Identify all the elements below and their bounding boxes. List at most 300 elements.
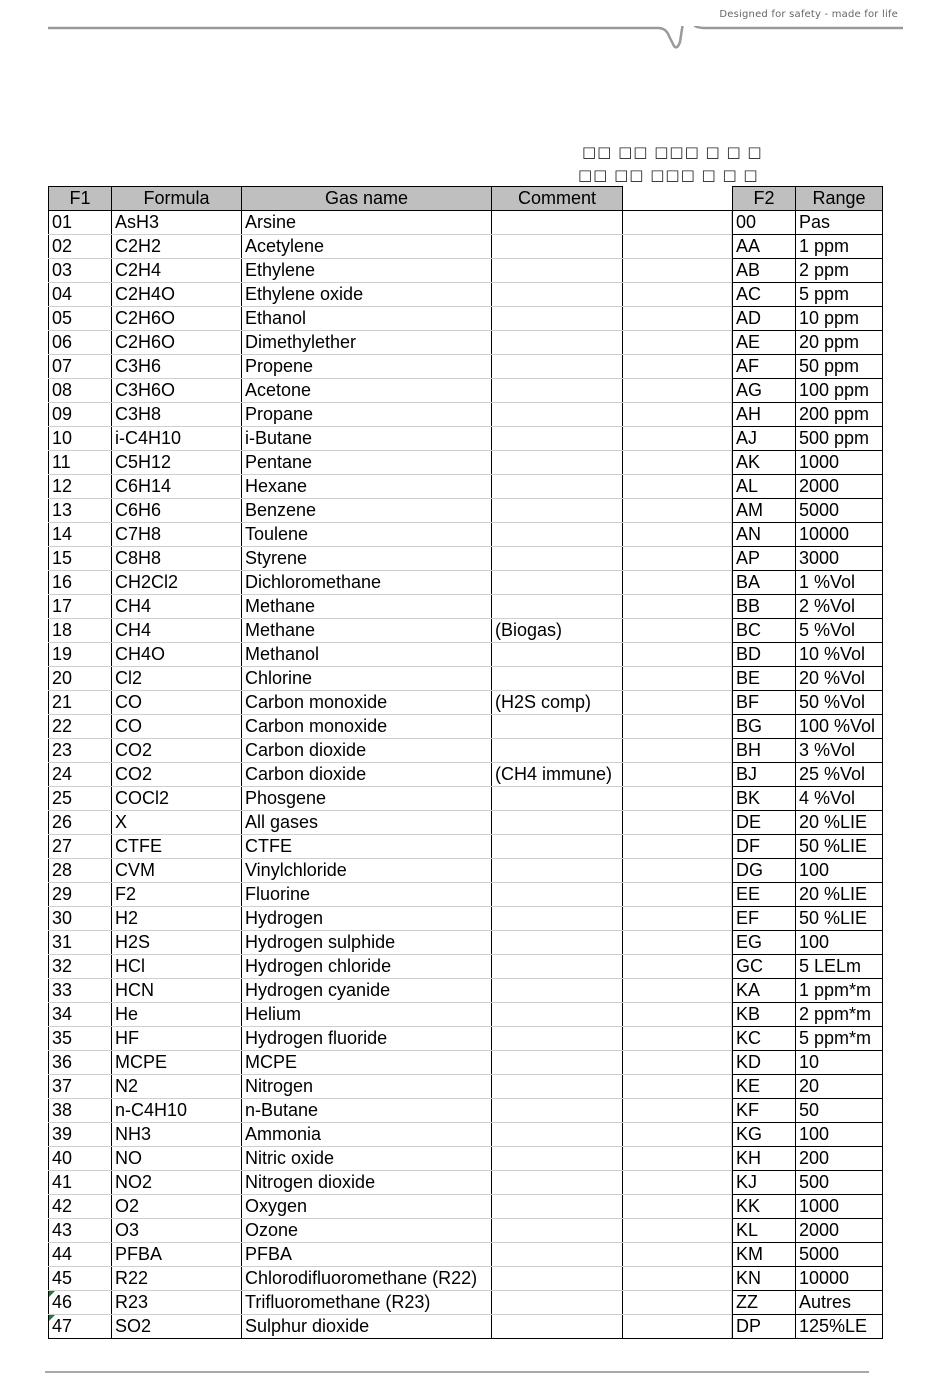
gas-table-header [49, 187, 732, 211]
f1-cell: 32 [49, 955, 112, 979]
formula-cell: X [112, 811, 242, 835]
gas-table-row [49, 1027, 732, 1051]
range-cell: 20 %LIE [796, 883, 883, 907]
gas-name-cell: Hexane [242, 475, 492, 499]
gas-table-row [49, 307, 732, 331]
f2-cell: KB [733, 1003, 796, 1027]
range-table-row [733, 523, 883, 547]
f2-cell: KH [733, 1147, 796, 1171]
range-cell: 5 ppm [796, 283, 883, 307]
range-table-row [733, 643, 883, 667]
comment-cell [492, 835, 623, 859]
formula-cell: CO [112, 715, 242, 739]
formula-cell: O2 [112, 1195, 242, 1219]
gas-name-cell: Chlorodifluoromethane (R22) [242, 1267, 492, 1291]
range-cell: 5000 [796, 499, 883, 523]
f1-cell: 39 [49, 1123, 112, 1147]
range-table-row [733, 1171, 883, 1195]
range-table-row [733, 1243, 883, 1267]
comment-cell [492, 379, 623, 403]
comment-cell [492, 739, 623, 763]
range-cell: 100 [796, 1123, 883, 1147]
blank-cell [623, 1243, 732, 1267]
gas-table-row [49, 547, 732, 571]
range-cell: 100 %Vol [796, 715, 883, 739]
gas-name-cell: Carbon monoxide [242, 691, 492, 715]
f2-cell: EG [733, 931, 796, 955]
range-cell: 2 ppm [796, 259, 883, 283]
f2-cell: AP [733, 547, 796, 571]
range-cell: 1 ppm*m [796, 979, 883, 1003]
formula-cell: CH4O [112, 643, 242, 667]
gas-name-cell: Hydrogen sulphide [242, 931, 492, 955]
formula-cell: C2H4 [112, 259, 242, 283]
gas-table-row [49, 1315, 732, 1339]
comment-cell [492, 1267, 623, 1291]
f1-cell: 35 [49, 1027, 112, 1051]
blank-cell [623, 1075, 732, 1099]
gas-name-cell: Benzene [242, 499, 492, 523]
gas-name-cell: Trifluoromethane (R23) [242, 1291, 492, 1315]
range-table-row [733, 619, 883, 643]
gas-name-cell: Ozone [242, 1219, 492, 1243]
comment-cell [492, 1243, 623, 1267]
f2-cell: KM [733, 1243, 796, 1267]
comment-cell [492, 1051, 623, 1075]
header-comment: Comment [492, 187, 623, 211]
comment-cell: (CH4 immune) [492, 763, 623, 787]
gas-name-cell: i-Butane [242, 427, 492, 451]
range-cell: 2000 [796, 475, 883, 499]
f1-cell: 14 [49, 523, 112, 547]
range-cell: 1 %Vol [796, 571, 883, 595]
gas-table-row [49, 283, 732, 307]
range-table-row [733, 1147, 883, 1171]
formula-cell: PFBA [112, 1243, 242, 1267]
range-cell: 500 [796, 1171, 883, 1195]
gas-name-cell: Methane [242, 619, 492, 643]
header-gas-name: Gas name [242, 187, 492, 211]
f2-cell: AC [733, 283, 796, 307]
range-cell: 5 ppm*m [796, 1027, 883, 1051]
blank-cell [623, 1147, 732, 1171]
comment-cell: (H2S comp) [492, 691, 623, 715]
blank-cell [623, 1171, 732, 1195]
formula-cell: C3H6O [112, 379, 242, 403]
blank-cell [623, 283, 732, 307]
blank-cell [623, 931, 732, 955]
gas-name-cell: Hydrogen cyanide [242, 979, 492, 1003]
range-cell: 10 ppm [796, 307, 883, 331]
f1-cell: 04 [49, 283, 112, 307]
blank-cell [623, 811, 732, 835]
gas-name-cell: Carbon monoxide [242, 715, 492, 739]
range-cell: 50 ppm [796, 355, 883, 379]
gas-name-cell: Methanol [242, 643, 492, 667]
range-table-row [733, 427, 883, 451]
comment-cell [492, 715, 623, 739]
gas-name-cell: n-Butane [242, 1099, 492, 1123]
gas-table-row [49, 691, 732, 715]
range-table-row [733, 211, 883, 235]
comment-cell [492, 499, 623, 523]
range-table-row [733, 283, 883, 307]
gas-table [48, 186, 732, 1339]
range-cell: 5000 [796, 1243, 883, 1267]
comment-cell [492, 1075, 623, 1099]
range-cell: 20 [796, 1075, 883, 1099]
f1-cell: 34 [49, 1003, 112, 1027]
f1-cell: 47 [49, 1315, 112, 1339]
gas-name-cell: Dichloromethane [242, 571, 492, 595]
gas-table-row [49, 523, 732, 547]
blank-cell [623, 883, 732, 907]
gas-table-row [49, 643, 732, 667]
range-table-row [733, 955, 883, 979]
range-table-row [733, 739, 883, 763]
f1-cell: 28 [49, 859, 112, 883]
range-table-row [733, 451, 883, 475]
range-table-row [733, 379, 883, 403]
f1-cell: 46 [49, 1291, 112, 1315]
f1-cell: 22 [49, 715, 112, 739]
range-table-row [733, 907, 883, 931]
range-cell: 20 %Vol [796, 667, 883, 691]
formula-cell: Cl2 [112, 667, 242, 691]
gas-name-cell: Carbon dioxide [242, 763, 492, 787]
f1-cell: 17 [49, 595, 112, 619]
f2-cell: BB [733, 595, 796, 619]
blank-cell [623, 787, 732, 811]
f1-cell: 27 [49, 835, 112, 859]
formula-cell: C6H6 [112, 499, 242, 523]
range-table-row [733, 235, 883, 259]
comment-cell [492, 451, 623, 475]
comment-cell [492, 523, 623, 547]
f1-cell: 21 [49, 691, 112, 715]
f2-cell: BC [733, 619, 796, 643]
formula-cell: CTFE [112, 835, 242, 859]
range-cell: 1000 [796, 1195, 883, 1219]
gas-table-row [49, 475, 732, 499]
f2-cell: AM [733, 499, 796, 523]
gas-name-cell: Ethylene oxide [242, 283, 492, 307]
gas-table-row [49, 451, 732, 475]
range-table-row [733, 499, 883, 523]
comment-cell [492, 643, 623, 667]
blank-cell [623, 643, 732, 667]
blank-cell [623, 475, 732, 499]
gas-name-cell: Vinylchloride [242, 859, 492, 883]
f2-cell: BE [733, 667, 796, 691]
gas-table-row [49, 787, 732, 811]
blank-cell [623, 739, 732, 763]
range-table-row [733, 1051, 883, 1075]
range-table-row [733, 883, 883, 907]
blank-cell [623, 715, 732, 739]
blank-cell [623, 211, 732, 235]
gas-table-row [49, 1003, 732, 1027]
f1-cell: 24 [49, 763, 112, 787]
range-cell: 5 LELm [796, 955, 883, 979]
gas-table-row [49, 1171, 732, 1195]
f1-cell: 37 [49, 1075, 112, 1099]
gas-name-cell: Hydrogen [242, 907, 492, 931]
blank-cell [623, 1219, 732, 1243]
formula-cell: HCN [112, 979, 242, 1003]
range-table-row [733, 1267, 883, 1291]
blank-cell [623, 955, 732, 979]
range-cell: 100 [796, 859, 883, 883]
f1-cell: 25 [49, 787, 112, 811]
formula-cell: AsH3 [112, 211, 242, 235]
gas-name-cell: Arsine [242, 211, 492, 235]
formula-cell: C3H8 [112, 403, 242, 427]
gas-name-cell: Chlorine [242, 667, 492, 691]
f2-cell: KF [733, 1099, 796, 1123]
comment-cell [492, 1195, 623, 1219]
header-blank [623, 187, 732, 211]
gas-name-cell: Pentane [242, 451, 492, 475]
range-table-row [733, 1315, 883, 1339]
f2-cell: BA [733, 571, 796, 595]
formula-cell: C2H6O [112, 307, 242, 331]
range-table-row [733, 835, 883, 859]
blank-cell [623, 1123, 732, 1147]
f1-cell: 33 [49, 979, 112, 1003]
gas-name-cell: Acetone [242, 379, 492, 403]
header-range: Range [796, 187, 883, 211]
formula-cell: NO [112, 1147, 242, 1171]
f2-cell: KJ [733, 1171, 796, 1195]
gas-table-row [49, 1123, 732, 1147]
range-table-row [733, 355, 883, 379]
gas-table-row [49, 571, 732, 595]
comment-cell [492, 1099, 623, 1123]
f1-cell: 26 [49, 811, 112, 835]
f1-cell: 10 [49, 427, 112, 451]
f1-cell: 06 [49, 331, 112, 355]
gas-table-row [49, 1075, 732, 1099]
range-cell: 25 %Vol [796, 763, 883, 787]
gas-name-cell: PFBA [242, 1243, 492, 1267]
f2-cell: KC [733, 1027, 796, 1051]
f2-cell: AF [733, 355, 796, 379]
f2-cell: BD [733, 643, 796, 667]
f2-cell: AJ [733, 427, 796, 451]
blank-cell [623, 547, 732, 571]
f1-cell: 23 [49, 739, 112, 763]
gas-name-cell: CTFE [242, 835, 492, 859]
formula-cell: He [112, 1003, 242, 1027]
f2-cell: AH [733, 403, 796, 427]
f2-cell: EF [733, 907, 796, 931]
gas-name-cell: Oxygen [242, 1195, 492, 1219]
comment-cell [492, 355, 623, 379]
f2-cell: BF [733, 691, 796, 715]
blank-cell [623, 427, 732, 451]
gas-table-row [49, 667, 732, 691]
header-formula: Formula [112, 187, 242, 211]
blank-cell [623, 835, 732, 859]
comment-cell [492, 667, 623, 691]
f2-cell: BK [733, 787, 796, 811]
f2-cell: AD [733, 307, 796, 331]
f1-cell: 15 [49, 547, 112, 571]
formula-cell: C6H14 [112, 475, 242, 499]
formula-cell: R22 [112, 1267, 242, 1291]
gas-name-cell: Phosgene [242, 787, 492, 811]
formula-cell: C2H6O [112, 331, 242, 355]
range-cell: 20 ppm [796, 331, 883, 355]
f1-cell: 07 [49, 355, 112, 379]
f1-cell: 12 [49, 475, 112, 499]
formula-cell: CH4 [112, 619, 242, 643]
comment-cell [492, 1123, 623, 1147]
range-cell: 50 %LIE [796, 835, 883, 859]
comment-cell [492, 475, 623, 499]
formula-cell: H2 [112, 907, 242, 931]
formula-cell: MCPE [112, 1051, 242, 1075]
formula-cell: O3 [112, 1219, 242, 1243]
f2-cell: KL [733, 1219, 796, 1243]
f2-cell: KN [733, 1267, 796, 1291]
f1-cell: 03 [49, 259, 112, 283]
comment-cell [492, 787, 623, 811]
gas-table-row [49, 835, 732, 859]
range-table-row [733, 715, 883, 739]
blank-cell [623, 235, 732, 259]
comment-cell [492, 883, 623, 907]
range-cell: 2 %Vol [796, 595, 883, 619]
range-cell: 2000 [796, 1219, 883, 1243]
range-cell: 500 ppm [796, 427, 883, 451]
range-table-row [733, 475, 883, 499]
range-cell: 50 %Vol [796, 691, 883, 715]
comment-cell [492, 307, 623, 331]
comment-cell [492, 283, 623, 307]
f1-cell: 16 [49, 571, 112, 595]
gas-table-row [49, 979, 732, 1003]
formula-cell: C3H6 [112, 355, 242, 379]
formula-cell: N2 [112, 1075, 242, 1099]
gas-name-cell: Nitrogen [242, 1075, 492, 1099]
blank-cell [623, 979, 732, 1003]
gas-table-row [49, 931, 732, 955]
f1-cell: 43 [49, 1219, 112, 1243]
blank-cell [623, 1051, 732, 1075]
f1-cell: 13 [49, 499, 112, 523]
range-cell: 10 [796, 1051, 883, 1075]
comment-cell [492, 547, 623, 571]
f1-cell: 30 [49, 907, 112, 931]
gas-name-cell: Carbon dioxide [242, 739, 492, 763]
f2-cell: DP [733, 1315, 796, 1339]
range-cell: 100 ppm [796, 379, 883, 403]
range-table-row [733, 859, 883, 883]
comment-cell [492, 979, 623, 1003]
f2-cell: BH [733, 739, 796, 763]
formula-cell: COCl2 [112, 787, 242, 811]
f1-cell: 01 [49, 211, 112, 235]
blank-cell [623, 379, 732, 403]
glyph-row-1: □□ □□ □□□ □ □ □ [582, 143, 763, 161]
range-table-row [733, 763, 883, 787]
blank-cell [623, 1003, 732, 1027]
gas-table-row [49, 883, 732, 907]
formula-cell: NO2 [112, 1171, 242, 1195]
range-table-row [733, 1291, 883, 1315]
f2-cell: AL [733, 475, 796, 499]
gas-table-row [49, 331, 732, 355]
f2-cell: KG [733, 1123, 796, 1147]
gas-name-cell: Sulphur dioxide [242, 1315, 492, 1339]
blank-cell [623, 1027, 732, 1051]
f2-cell: GC [733, 955, 796, 979]
gas-name-cell: Styrene [242, 547, 492, 571]
gas-table-row [49, 811, 732, 835]
blank-cell [623, 1291, 732, 1315]
gas-table-row [49, 619, 732, 643]
f1-cell: 36 [49, 1051, 112, 1075]
formula-cell: C5H12 [112, 451, 242, 475]
blank-cell [623, 595, 732, 619]
formula-cell: CO2 [112, 739, 242, 763]
blank-cell [623, 619, 732, 643]
f2-cell: ZZ [733, 1291, 796, 1315]
formula-cell: i-C4H10 [112, 427, 242, 451]
comment-cell [492, 811, 623, 835]
comment-cell [492, 331, 623, 355]
gas-table-row [49, 211, 732, 235]
f1-cell: 29 [49, 883, 112, 907]
formula-cell: CO [112, 691, 242, 715]
gas-name-cell: Methane [242, 595, 492, 619]
blank-cell [623, 1315, 732, 1339]
gas-name-cell: Propane [242, 403, 492, 427]
comment-cell [492, 259, 623, 283]
range-cell: 100 [796, 931, 883, 955]
blank-cell [623, 571, 732, 595]
blank-cell [623, 523, 732, 547]
range-table-row [733, 307, 883, 331]
gas-name-cell: Hydrogen fluoride [242, 1027, 492, 1051]
header-wave-line [48, 26, 903, 76]
gas-table-row [49, 1099, 732, 1123]
range-table-row [733, 787, 883, 811]
comment-cell [492, 427, 623, 451]
range-cell: 1 ppm [796, 235, 883, 259]
gas-name-cell: Nitrogen dioxide [242, 1171, 492, 1195]
blank-cell [623, 1267, 732, 1291]
range-table [732, 186, 883, 1339]
f2-cell: AG [733, 379, 796, 403]
range-table-row [733, 595, 883, 619]
gas-name-cell: Propene [242, 355, 492, 379]
range-cell: 10000 [796, 523, 883, 547]
comment-cell [492, 403, 623, 427]
gas-name-cell: Helium [242, 1003, 492, 1027]
gas-table-row [49, 379, 732, 403]
range-table-row [733, 547, 883, 571]
f1-cell: 42 [49, 1195, 112, 1219]
blank-cell [623, 1099, 732, 1123]
gas-table-row [49, 259, 732, 283]
comment-cell [492, 1003, 623, 1027]
gas-name-cell: MCPE [242, 1051, 492, 1075]
blank-cell [623, 451, 732, 475]
range-cell: 3000 [796, 547, 883, 571]
